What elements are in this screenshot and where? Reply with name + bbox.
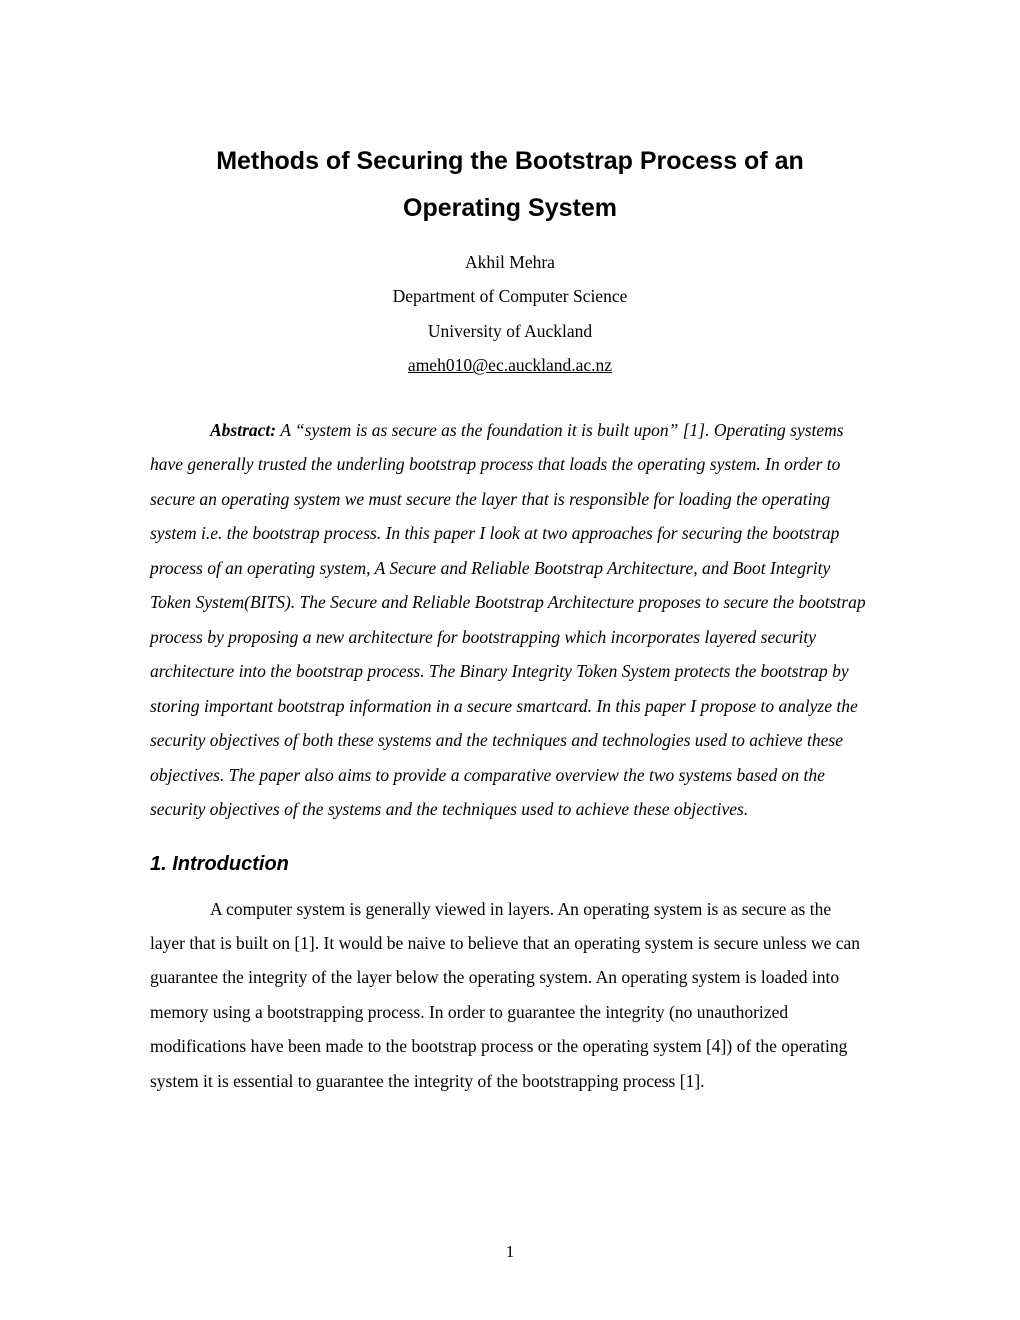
abstract-label: Abstract: — [210, 419, 277, 440]
introduction-paragraph: A computer system is generally viewed in layers. An operating system is as secure as the layer that is built on [1]. It would be naive to believe that an operating system is secure unless we can guarantee the integrity of the layer below the operating system. An operating system is loaded into memory using a bootstrapping process. In order to guarantee the integrity (no unauthorized modifications have been made to the bootstrap process or the operating system [4]) of the operating system it is essential to guarantee the integrity of the bootstrapping process [1]. — [150, 898, 861, 1091]
author-email-line — [150, 348, 870, 382]
author-email-link[interactable]: ameh010@ec.auckland.ac.nz — [407, 355, 613, 376]
section-heading-introduction: 1. Introduction — [150, 852, 289, 875]
abstract-text: A “system is as secure as the foundation it is built upon” [1]. Operating systems have generally trusted the underling bootstrap process that loads the operating system. In order to secure an operating system we must secure the layer that is responsible for loading the operating system i.e. the bootstrap process. In this paper I look at two approaches for securing the bootstrap process of an operating system, A Secure and Reliable Bootstrap Architecture, and Boot Integrity Token System(BITS). The Secure and Reliable Bootstrap Architecture proposes to secure the bootstrap process by proposing a new architecture for bootstrapping which incorporates layered security architecture into the bootstrap process. The Binary Integrity Token System protects the bootstrap by storing important bootstrap information in a secure smartcard. In this paper I propose to analyze the security objectives of both these systems and the techniques and technologies used to achieve these objectives. The paper also aims to provide a comparative overview the two systems based on the security objectives of the systems and the techniques used to achieve these objectives. — [150, 419, 866, 820]
abstract-paragraph — [150, 413, 870, 827]
paper-title-line2: Operating System — [403, 193, 617, 222]
author-name: Akhil Mehra — [465, 252, 555, 272]
paper-title — [150, 138, 870, 231]
paper-title-line1: Methods of Securing the Bootstrap Process of an — [216, 147, 804, 175]
author-block — [150, 245, 870, 383]
author-department: Department of Computer Science — [392, 286, 628, 307]
author-university: University of Auckland — [427, 320, 593, 341]
page-number: 1 — [505, 1242, 515, 1261]
